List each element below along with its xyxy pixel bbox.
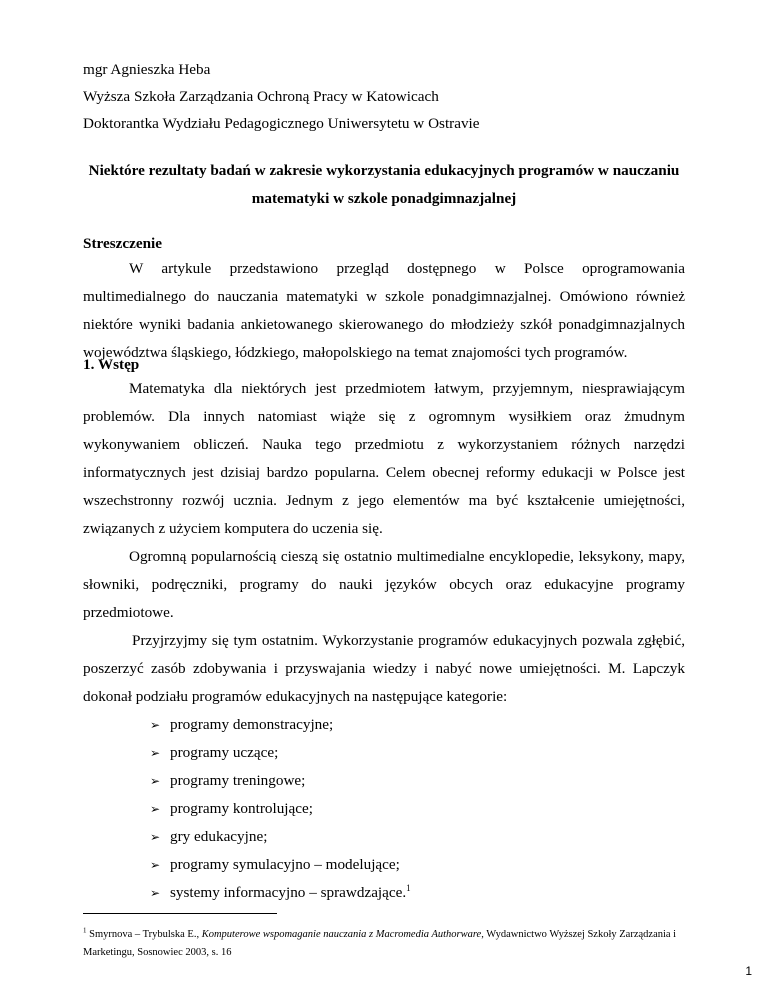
arrowhead-bullet-icon: ➢: [150, 746, 161, 760]
footnote-divider: [83, 913, 277, 914]
list-item: ➢ programy kontrolujące;: [150, 795, 411, 823]
arrowhead-bullet-icon: ➢: [150, 830, 161, 844]
arrowhead-bullet-icon: ➢: [150, 718, 161, 732]
intro-paragraph-3: Przyjrzyjmy się tym ostatnim. Wykorzystanie programów edukacyjnych pozwala zgłębić, poszerzyć zasób zdobywania i przyswajania wiedzy i nabyć nowe umiejętności. M. Lapczyk dokonał podziału programów edukacyjnych na następujące kategorie:: [83, 632, 685, 705]
page-number: 1: [745, 964, 752, 978]
section-heading-intro: 1. Wstęp: [83, 356, 140, 373]
intro-paragraph-2: Ogromną popularnością cieszą się ostatnio multimedialne encyklopedie, leksykony, mapy, słowniki, podręczniki, programy do nauki języków obcych oraz edukacyjne programy przedmiotowe.: [83, 548, 685, 621]
arrowhead-bullet-icon: ➢: [150, 886, 161, 900]
paper-title: Niektóre rezultaty badań w zakresie wykorzystania edukacyjnych programów w nauczaniu matematyki w szkole ponadgimnazjalnej: [88, 162, 680, 207]
list-item: ➢ programy demonstracyjne;: [150, 711, 411, 739]
list-item: ➢ systemy informacyjno – sprawdzające.$^1$: [150, 879, 411, 907]
abstract-text: W artykule przedstawiono przegląd dostępnego w Polsce oprogramowania multimedialnego do nauczania matematyki w szkole ponadgimnazjalnej. Omówiono również niektóre wyniki badania ankietowanego skierowanego do młodzieży szkół ponadgimnazjalnych województwa śląskiego, łódzkiego, małopolskiego na temat znajomości tych programów.: [83, 260, 685, 361]
arrowhead-bullet-icon: ➢: [150, 802, 161, 816]
footnote-reference[interactable]: 1: [406, 882, 411, 893]
list-item: ➢ programy treningowe;: [150, 767, 411, 795]
affiliation-line-1: Wyższa Szkoła Zarządzania Ochroną Pracy w Katowicach: [83, 88, 439, 105]
arrowhead-bullet-icon: ➢: [150, 774, 161, 788]
intro-paragraph-1: Matematyka dla niektórych jest przedmiotem łatwym, przyjemnym, niesprawiającym problemów. Dla innych natomiast wiąże się z ogromnym wysiłkiem oraz żmudnym wykonywaniem obliczeń. Nauka tego przedmiotu z wykorzystaniem różnych narzędzi informatycznych jest dzisiaj bardzo popularna. Celem obecnej reformy edukacji w Polsce jest wszechstronny rozwój ucznia. Jednym z jego elementów ma być kształcenie umiejętności, związanych z użyciem komputera do uczenia się.: [83, 380, 685, 537]
list-item: ➢ programy symulacyjno – modelujące;: [150, 851, 411, 879]
list-item: ➢ programy uczące;: [150, 739, 411, 767]
footnote-text: $^1$ Smyrnova – Trybulska E., Komputerowe wspomaganie nauczania z Macromedia Authorware, Wydawnictwo Wyższej Szkoły Zarządzania i Marketingu, Sosnowiec 2003, s. 16: [83, 926, 677, 958]
list-item: ➢ gry edukacyjne;: [150, 823, 411, 851]
arrowhead-bullet-icon: ➢: [150, 858, 161, 872]
footnote-book-title: Komputerowe wspomaganie nauczania z Macromedia Authorware: [201, 929, 482, 940]
affiliation-line-2: Doktorantka Wydziału Pedagogicznego Uniwersytetu w Ostravie: [83, 115, 480, 132]
abstract-heading: Streszczenie: [83, 235, 162, 252]
footnote-mark: 1: [83, 926, 87, 935]
author-name: mgr Agnieszka Heba: [83, 61, 211, 78]
program-category-list: [150, 711, 411, 907]
